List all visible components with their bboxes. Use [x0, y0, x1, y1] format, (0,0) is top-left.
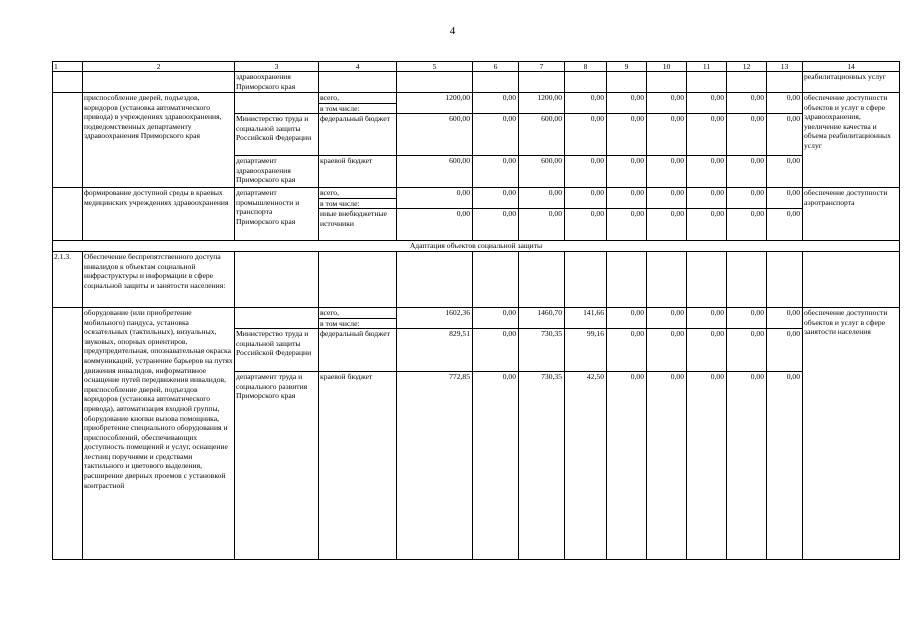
result-cell: обеспечение доступности объектов и услуг в сфере здравоохранения, увеличение качества и объема реабилитационных услуг	[803, 93, 900, 188]
executor-cell: здравоохранения Приморского края	[235, 72, 319, 93]
value-cell: 0,00	[519, 188, 565, 209]
measure-cell: Обеспечение беспрепятственного доступа инвалидов к объектам социальной инфраструктуры и информации в сфере социальной защиты и занятости населения:	[83, 251, 235, 307]
value-cell: 0,00	[767, 114, 803, 156]
value-cell: 0,00	[473, 329, 519, 372]
source-cell	[319, 188, 397, 209]
header-cell: 3	[235, 62, 319, 72]
value-cell: 0,00	[565, 209, 607, 241]
result-cell: обеспечение доступности объектов и услуг в сфере занятости населения	[803, 307, 900, 559]
value-cell: 0,00	[607, 114, 647, 156]
header-row	[53, 62, 900, 72]
result-cell: реабилитационных услуг	[803, 72, 900, 93]
source-cell: федеральный бюджет	[319, 114, 397, 156]
value-cell: 600,00	[519, 156, 565, 188]
value-cell: 0,00	[607, 329, 647, 372]
item-number: 2.1.3.	[53, 251, 83, 307]
value-cell: 0,00	[647, 188, 687, 209]
source-cell: краевой бюджет	[319, 372, 397, 560]
value-cell: 0,00	[727, 372, 767, 560]
source-cell	[319, 307, 397, 328]
value-cell: 0,00	[607, 93, 647, 114]
value-cell: 0,00	[565, 156, 607, 188]
header-cell: 5	[397, 62, 473, 72]
executor-cell: департамент промышленности и транспорта Приморского края	[235, 188, 319, 241]
value-cell: 0,00	[687, 329, 727, 372]
table-row	[53, 307, 900, 328]
value-cell: 0,00	[767, 156, 803, 188]
header-cell: 13	[767, 62, 803, 72]
value-cell: 0,00	[687, 307, 727, 328]
value-cell: 0,00	[767, 329, 803, 372]
value-cell: 0,00	[767, 209, 803, 241]
value-cell: 0,00	[647, 93, 687, 114]
measure-cell: приспособление дверей, подъездов, коридоров (установка автоматического привода) в учреждениях здравоохранения, подведомственных департаменту здравоохранения Приморского края	[83, 93, 235, 188]
value-cell: 0,00	[565, 188, 607, 209]
value-cell: 0,00	[687, 156, 727, 188]
value-cell: 141,66	[565, 307, 607, 328]
value-cell: 0,00	[607, 372, 647, 560]
value-cell: 0,00	[397, 188, 473, 209]
page-number: 4	[449, 25, 456, 37]
value-cell: 0,00	[647, 372, 687, 560]
value-cell: 0,00	[727, 307, 767, 328]
value-cell: 829,51	[397, 329, 473, 372]
value-cell: 0,00	[727, 209, 767, 241]
value-cell: 0,00	[687, 372, 727, 560]
value-cell: 1602,36	[397, 307, 473, 328]
value-cell: 0,00	[767, 307, 803, 328]
source-total: всего,	[319, 188, 396, 199]
header-cell: 2	[83, 62, 235, 72]
value-cell: 0,00	[687, 209, 727, 241]
value-cell: 0,00	[607, 188, 647, 209]
value-cell: 600,00	[397, 156, 473, 188]
result-cell: обеспечение доступности аэротранспорта	[803, 188, 900, 241]
value-cell: 0,00	[473, 372, 519, 560]
value-cell: 600,00	[397, 114, 473, 156]
value-cell: 0,00	[607, 307, 647, 328]
header-cell: 7	[519, 62, 565, 72]
value-cell: 0,00	[519, 209, 565, 241]
source-note: в том числе:	[320, 318, 360, 328]
value-cell: 0,00	[727, 156, 767, 188]
value-cell: 0,00	[607, 209, 647, 241]
value-cell: 0,00	[767, 188, 803, 209]
executor-cell: Министерство труда и социальной защиты Российской Федерации	[235, 329, 319, 372]
executor-cell: Министерство труда и социальной защиты Российской Федерации	[235, 114, 319, 156]
value-cell: 0,00	[687, 114, 727, 156]
header-cell: 12	[727, 62, 767, 72]
value-cell: 0,00	[397, 209, 473, 241]
value-cell: 730,35	[519, 329, 565, 372]
value-cell: 600,00	[519, 114, 565, 156]
header-cell: 4	[319, 62, 397, 72]
value-cell: 0,00	[565, 114, 607, 156]
header-cell: 10	[647, 62, 687, 72]
value-cell: 0,00	[473, 209, 519, 241]
value-cell: 0,00	[473, 188, 519, 209]
program-table	[52, 61, 900, 560]
header-cell: 1	[53, 62, 83, 72]
value-cell: 0,00	[647, 114, 687, 156]
value-cell: 42,50	[565, 372, 607, 560]
value-cell: 0,00	[607, 156, 647, 188]
section-title: Адаптация объектов социальной защиты	[53, 241, 900, 252]
section-row	[53, 241, 900, 252]
value-cell: 0,00	[727, 329, 767, 372]
value-cell: 730,35	[519, 372, 565, 560]
header-cell: 8	[565, 62, 607, 72]
header-cell: 6	[473, 62, 519, 72]
value-cell: 0,00	[473, 307, 519, 328]
value-cell: 99,16	[565, 329, 607, 372]
value-cell: 1460,70	[519, 307, 565, 328]
table-row	[53, 188, 900, 209]
value-cell: 0,00	[473, 114, 519, 156]
header-cell: 11	[687, 62, 727, 72]
value-cell: 0,00	[473, 93, 519, 114]
value-cell: 0,00	[727, 114, 767, 156]
executor-cell: департамент здравоохранения Приморского края	[235, 156, 319, 188]
source-cell: иные внебюджетные источники	[319, 209, 397, 241]
value-cell: 0,00	[565, 93, 607, 114]
measure-cell: оборудование (или приобретение мобильного) пандуса, установка осязательных (тактильных), визуальных, звуковых, опорных ориентиров, предупредительная, опознавательная окраска коммуникаций, устранение барьеров на путях движения инвалидов, информативное оснащение путей передвижения инвалидов, приспособление дверей, подъездов коридоров (установка автоматического привода), автоматизация входной группы, оборудование кнопки вызова помощника, приобретение специального оборудования и приспособлений, обеспечивающих доступность помещений и услуг, оснащение лестниц поручнями и средствами тактильного и цветового выделения, расширение дверных проемов с установкой контрастной	[83, 307, 235, 559]
value-cell: 0,00	[647, 209, 687, 241]
source-cell: федеральный бюджет	[319, 329, 397, 372]
source-cell	[319, 93, 397, 114]
value-cell: 0,00	[687, 93, 727, 114]
source-cell: краевой бюджет	[319, 156, 397, 188]
table-row	[53, 93, 900, 114]
executor-cell: департамент труда и социального развития Приморского края	[235, 372, 319, 560]
value-cell: 0,00	[727, 93, 767, 114]
value-cell: 0,00	[727, 188, 767, 209]
source-note: в том числе:	[320, 198, 360, 208]
value-cell: 0,00	[647, 329, 687, 372]
value-cell: 0,00	[767, 93, 803, 114]
table-row	[53, 251, 900, 307]
value-cell: 1200,00	[519, 93, 565, 114]
measure-cell: формирование доступной среды в краевых медицинских учреждениях здравоохранения	[83, 188, 235, 241]
source-note: в том числе:	[320, 103, 360, 113]
value-cell: 0,00	[647, 156, 687, 188]
value-cell: 1200,00	[397, 93, 473, 114]
value-cell: 0,00	[687, 188, 727, 209]
value-cell: 0,00	[767, 372, 803, 560]
value-cell: 0,00	[473, 156, 519, 188]
source-total: всего,	[319, 308, 396, 319]
source-total: всего,	[319, 93, 396, 104]
header-cell: 9	[607, 62, 647, 72]
table-row	[53, 72, 900, 93]
header-cell: 14	[803, 62, 900, 72]
value-cell: 772,85	[397, 372, 473, 560]
value-cell: 0,00	[647, 307, 687, 328]
